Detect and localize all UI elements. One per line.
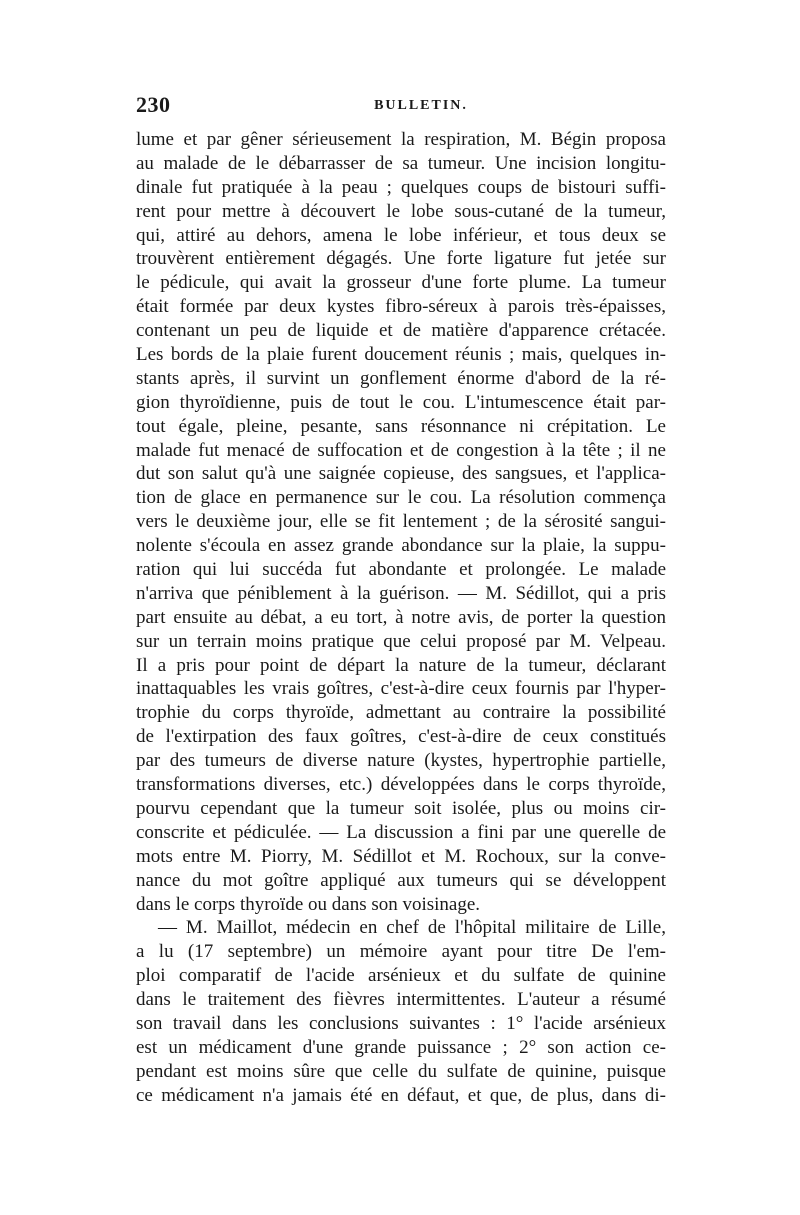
- text-line: rent pour mettre à découvert le lobe sous-cutané de la tumeur,: [136, 200, 666, 222]
- text-line: pourvu cependant que la tumeur soit isolée, plus ou moins cir-: [136, 797, 666, 819]
- text-line: de l'extirpation des faux goîtres, c'est-à-dire de ceux constitués: [136, 726, 666, 748]
- text-line: Les bords de la plaie furent doucement réunis ; mais, quelques in-: [136, 344, 666, 366]
- text-line: dans le corps thyroïde ou dans son voisinage.: [136, 893, 481, 915]
- text-line: vers le deuxième jour, elle se fit lentement ; de la sérosité sangui-: [136, 511, 666, 533]
- text-line: est un médicament d'une grande puissance ; 2° son action ce-: [136, 1036, 666, 1058]
- text-line: mots entre M. Piorry, M. Sédillot et M. Rochoux, sur la conve-: [136, 845, 666, 867]
- page-number: 230: [136, 92, 171, 117]
- text-line: trophie du corps thyroïde, admettant au contraire la possibilité: [136, 702, 666, 724]
- text-line: tout égale, pleine, pesante, sans résonnance ni crépitation. Le: [136, 415, 666, 437]
- text-line: transformations diverses, etc.) développées dans le corps thyroïde,: [136, 774, 666, 796]
- text-line: ploi comparatif de l'acide arsénieux et du sulfate de quinine: [136, 965, 666, 987]
- text-line: le pédicule, qui avait la grosseur d'une forte plume. La tumeur: [136, 272, 666, 294]
- page-header: [136, 92, 666, 128]
- text-line: dans le traitement des fièvres intermittentes. L'auteur a résumé: [136, 989, 666, 1011]
- text-line: dut son salut qu'à une saignée copieuse, des sangsues, et l'applica-: [136, 463, 666, 485]
- text-line: qui, attiré au dehors, amena le lobe inférieur, et tous deux se: [136, 224, 666, 246]
- text-line: gion thyroïdienne, puis de tout le cou. L'intumescence était par-: [136, 391, 666, 413]
- text-line: lume et par gêner sérieusement la respiration, M. Bégin proposa: [136, 129, 666, 150]
- running-head: BULLETIN.: [374, 98, 468, 113]
- text-line: par des tumeurs de diverse nature (kystes, hypertrophie partielle,: [136, 750, 666, 772]
- text-line: sur un terrain moins pratique que celui proposé par M. Velpeau.: [136, 630, 666, 652]
- body-text: [136, 128, 666, 1108]
- text-line: était formée par deux kystes fibro-séreux à parois très-épaisses,: [136, 296, 666, 318]
- text-line: part ensuite au débat, a eu tort, à notre avis, de porter la question: [136, 606, 666, 628]
- text-line: inattaquables les vrais goîtres, c'est-à-dire ceux fournis par l'hyper-: [136, 678, 666, 700]
- text-line: trouvèrent entièrement dégagés. Une forte ligature fut jetée sur: [136, 248, 666, 270]
- text-line: — M. Maillot, médecin en chef de l'hôpital militaire de Lille,: [158, 917, 666, 939]
- text-line: tion de glace en permanence sur le cou. La résolution commença: [136, 487, 666, 509]
- text-line: au malade de le débarrasser de sa tumeur. Une incision longitu-: [136, 152, 666, 174]
- text-line: nolente s'écoula en assez grande abondance sur la plaie, la suppu-: [136, 535, 666, 557]
- text-line: pendant est moins sûre que celle du sulfate de quinine, puisque: [136, 1060, 666, 1082]
- text-line: malade fut menacé de suffocation et de congestion à la tête ; il ne: [136, 439, 666, 461]
- text-line: contenant un peu de liquide et de matière d'apparence crétacée.: [136, 320, 666, 342]
- text-line: conscrite et pédiculée. — La discussion a fini par une querelle de: [136, 821, 666, 843]
- text-line: ce médicament n'a jamais été en défaut, et que, de plus, dans di-: [136, 1084, 666, 1106]
- text-line: son travail dans les conclusions suivantes : 1° l'acide arsénieux: [136, 1012, 666, 1034]
- text-line: Il a pris pour point de départ la nature de la tumeur, déclarant: [136, 654, 666, 676]
- text-line: dinale fut pratiquée à la peau ; quelques coups de bistouri suffi-: [136, 176, 666, 198]
- text-line: n'arriva que péniblement à la guérison. — M. Sédillot, qui a pris: [136, 582, 666, 604]
- document-page: [136, 92, 666, 1108]
- text-line: stants après, il survint un gonflement énorme d'abord de la ré-: [136, 367, 666, 389]
- text-line: a lu (17 septembre) un mémoire ayant pour titre De l'em-: [136, 941, 666, 963]
- text-line: nance du mot goître appliqué aux tumeurs qui se développent: [136, 869, 666, 891]
- text-line: ration qui lui succéda fut abondante et prolongée. Le malade: [136, 559, 666, 581]
